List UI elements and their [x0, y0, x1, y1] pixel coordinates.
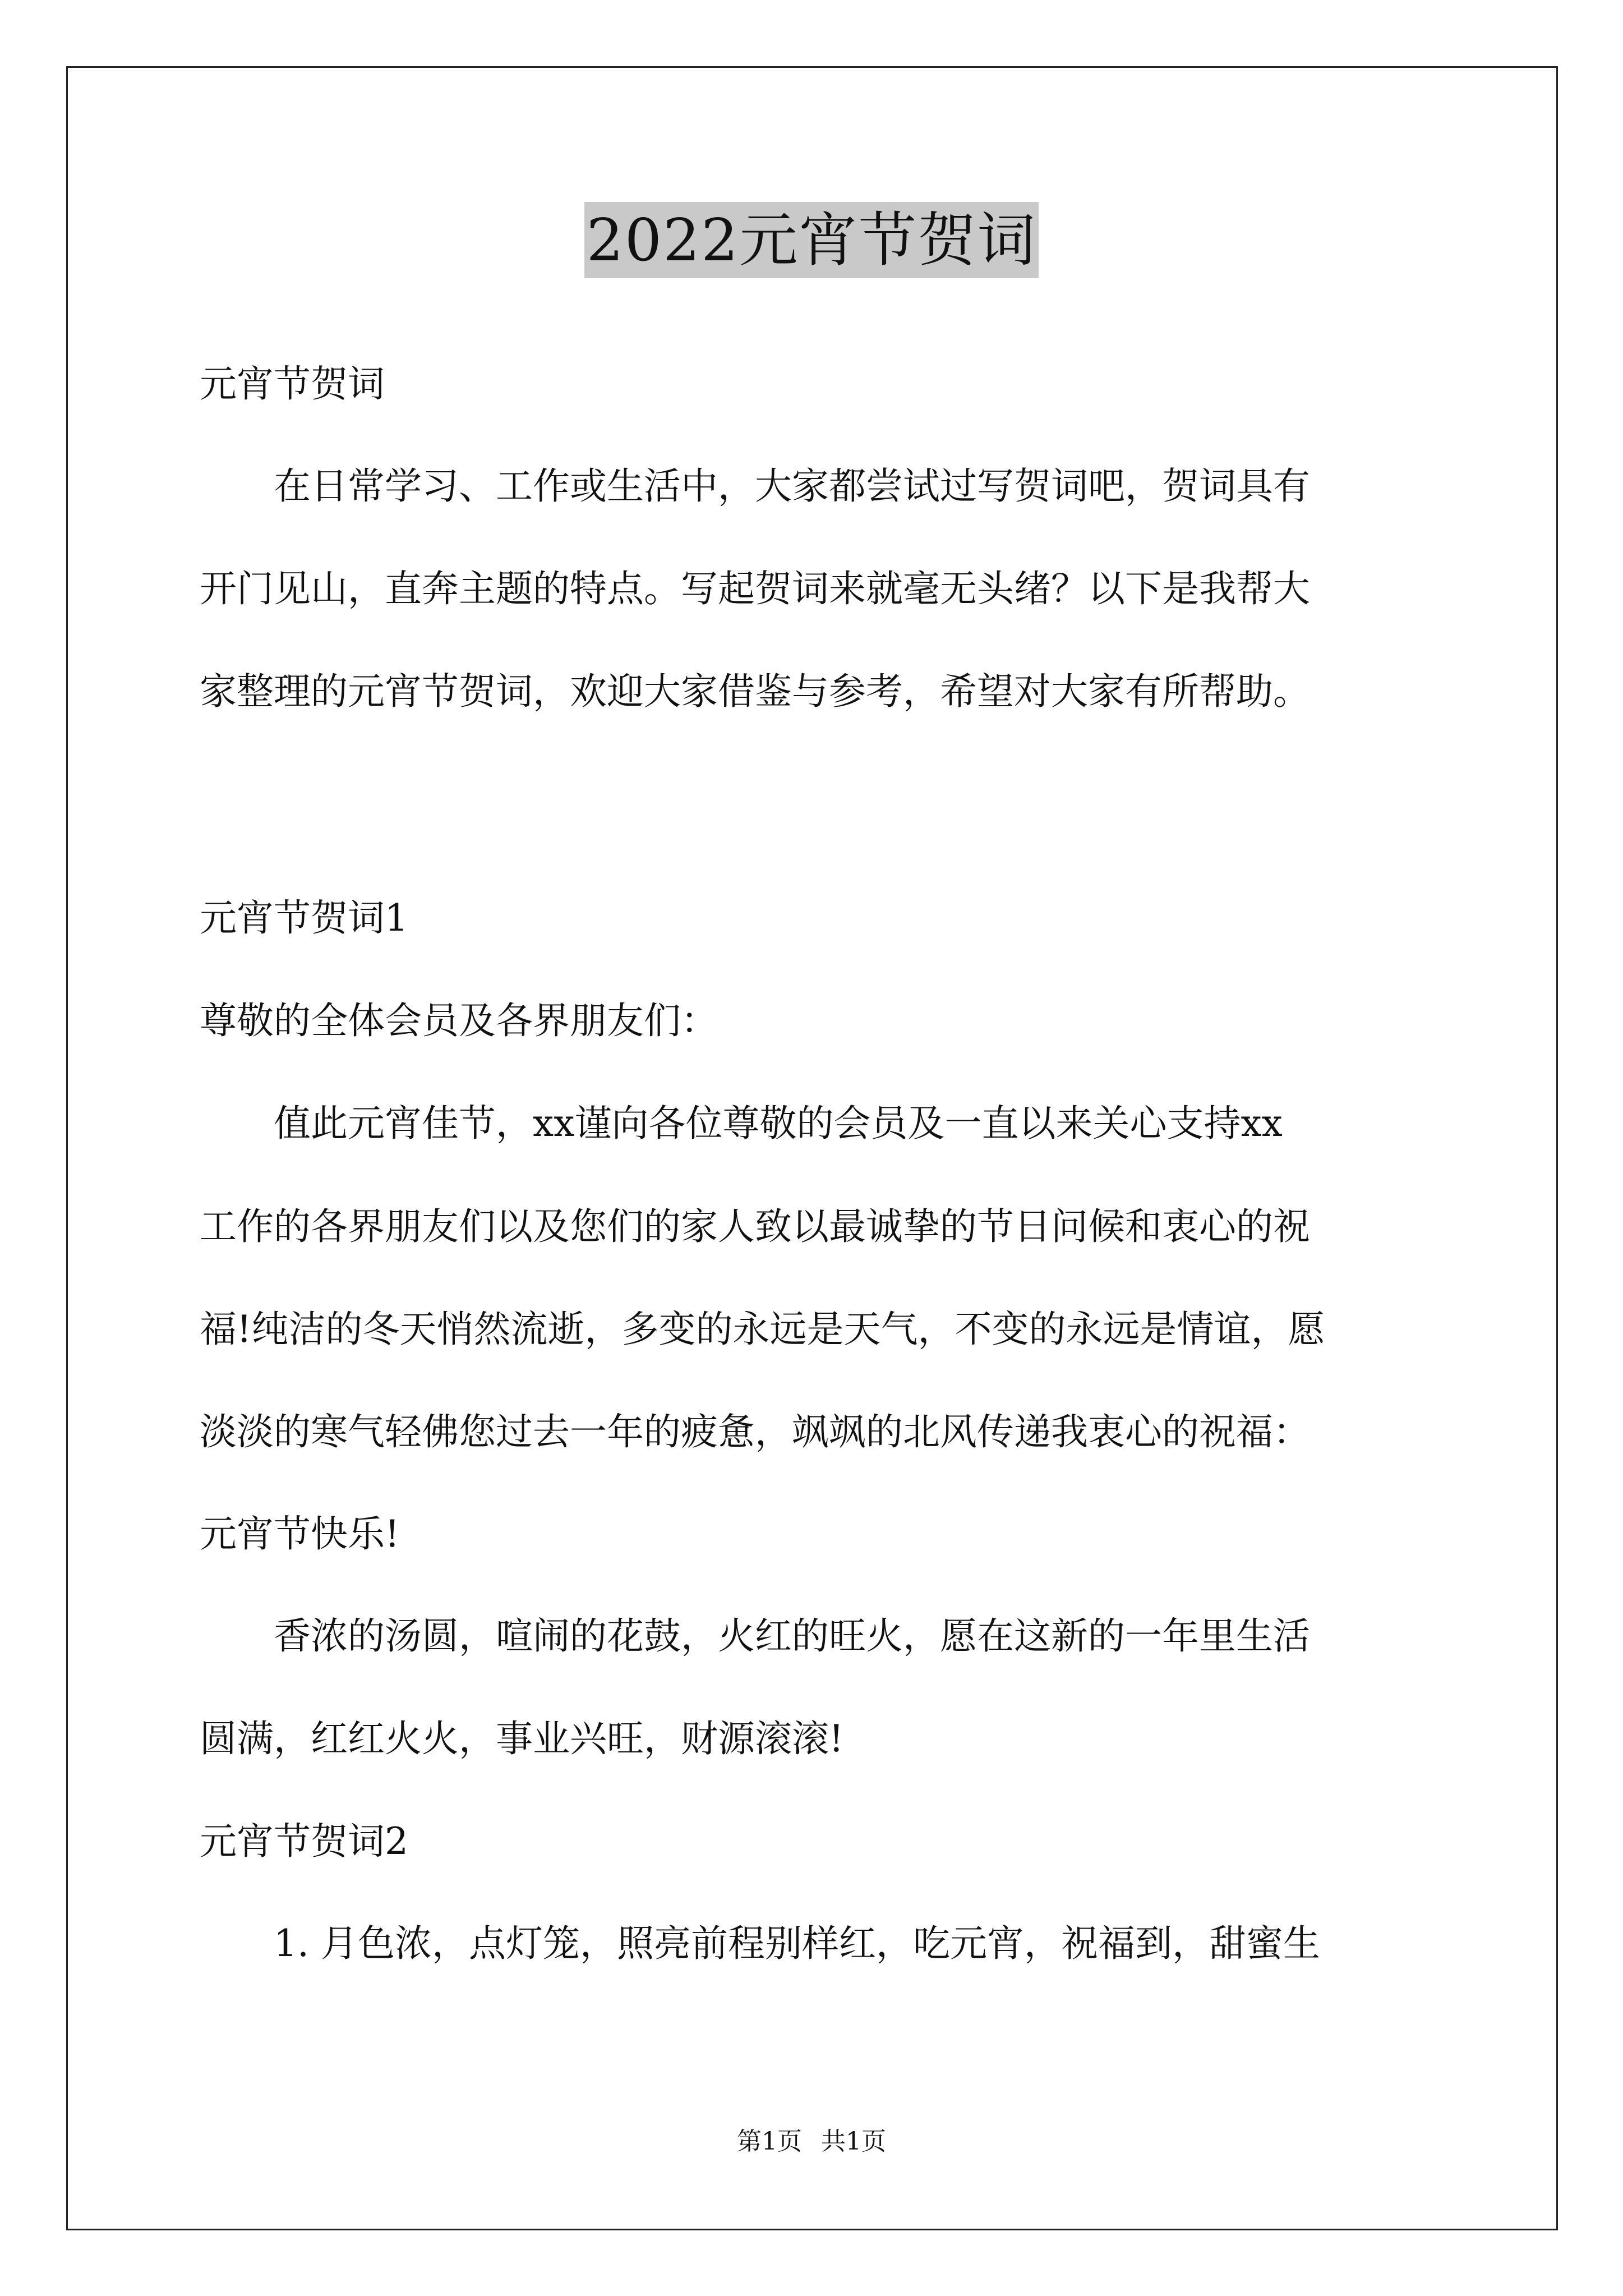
page-footer — [0, 2125, 1623, 2159]
paragraph-line: 福!纯洁的冬天悄然流逝，多变的永远是天气，不变的永远是情谊，愿 — [200, 1308, 1325, 1351]
paragraph-line: 淡淡的寒气轻佛您过去一年的疲惫，飒飒的北风传递我衷心的祝福： — [200, 1410, 1310, 1453]
paragraph-line: 在日常学习、工作或生活中，大家都尝试过写贺词吧，贺词具有 — [200, 464, 1310, 508]
paragraph-line: 香浓的汤圆，喧闹的花鼓，火红的旺火，愿在这新的一年里生活 — [200, 1614, 1310, 1658]
section-heading: 元宵节贺词 — [200, 362, 385, 406]
section-heading: 元宵节贺词1 — [200, 896, 408, 940]
list-item: 1. 月色浓，点灯笼，照亮前程别样红，吃元宵，祝福到，甜蜜生 — [200, 1922, 1320, 1965]
paragraph-line: 家整理的元宵节贺词，欢迎大家借鉴与参考，希望对大家有所帮助。 — [200, 670, 1310, 713]
page-number: 第1页 — [737, 2127, 802, 2156]
section-heading: 元宵节贺词2 — [200, 1820, 408, 1863]
paragraph-line: 元宵节快乐! — [200, 1512, 400, 1556]
paragraph-line: 工作的各界朋友们以及您们的家人致以最诚挚的节日问候和衷心的祝 — [200, 1205, 1310, 1248]
title-container — [0, 202, 1623, 278]
paragraph-line: 开门见山，直奔主题的特点。写起贺词来就毫无头绪？以下是我帮大 — [200, 567, 1310, 610]
salutation: 尊敬的全体会员及各界朋友们： — [200, 999, 718, 1042]
paragraph-line: 圆满，红红火火，事业兴旺，财源滚滚! — [200, 1717, 844, 1760]
page-total: 共1页 — [821, 2127, 886, 2156]
document-title: 2022元宵节贺词 — [584, 202, 1039, 278]
paragraph-line: 值此元宵佳节，xx谨向各位尊敬的会员及一直以来关心支持xx — [200, 1102, 1283, 1145]
